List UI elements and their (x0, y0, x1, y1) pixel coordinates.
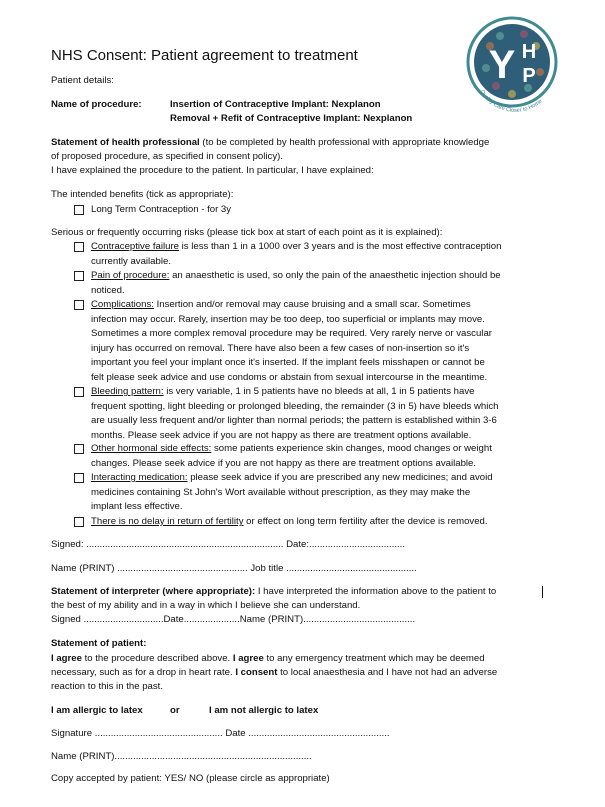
allergy-or: or (170, 705, 180, 716)
interpreter-heading: Statement of interpreter (where appropriate): (51, 586, 256, 597)
risk-text: some patients experience skin changes, mood changes or weight (211, 443, 492, 454)
patient-statement-line-2 (51, 666, 497, 681)
logo-letter-y: Y (488, 43, 516, 87)
risk-text: infection may occur. Rarely, insertion may be too deep, too superficial or implants may move. (91, 313, 485, 325)
benefit-checkbox[interactable] (74, 205, 84, 215)
risk-checkbox-contraceptive-failure[interactable] (74, 242, 84, 252)
patient-statement-heading: Statement of patient: (51, 638, 147, 649)
risk-checkbox-hormonal-side-effects[interactable] (74, 444, 84, 454)
risk-item-bleeding-pattern (91, 385, 551, 443)
risk-text: felt please seek advice and use condoms or abstain from sexual intercourse in the meantime. (91, 371, 488, 383)
health-professional-heading: Statement of health professional (51, 137, 200, 148)
risk-title: Pain of procedure: (91, 270, 170, 281)
yhp-logo (466, 16, 560, 116)
risk-item-interacting-medication (91, 471, 551, 515)
patient-agree-1: I agree (51, 653, 82, 664)
risk-item-hormonal-side-effects (91, 442, 551, 471)
hp-name-jobtitle-line[interactable]: Name (PRINT) ................................................. Job title ................................................. (51, 563, 417, 574)
patient-details-label: Patient details: (51, 75, 114, 86)
risk-text: medicines containing St John's Wort available without prescription, as they may make the (91, 486, 471, 498)
patient-text: necessary, such as for a drop in heart rate. (51, 667, 236, 678)
patient-signature-line[interactable]: Signature ................................................ Date ..................................................... (51, 728, 390, 739)
risk-title: Interacting medication: (91, 472, 188, 483)
not-allergic-option[interactable]: I am not allergic to latex (209, 705, 319, 716)
risk-text: is less than 1 in a 1000 over 3 years and is the most effective contraception (179, 241, 502, 252)
interpreter-signed-line[interactable]: Signed ..............................Date.....................Name (PRINT).......................................... (51, 614, 416, 625)
risk-checkbox-complications[interactable] (74, 300, 84, 310)
risk-item-contraceptive-failure (91, 240, 551, 269)
health-professional-line-2: of proposed procedure, as specified in consent policy). (51, 151, 283, 162)
risk-text: months. Please seek advice if you are not happy as there are treatment options available. (91, 429, 472, 441)
risk-text: important you feel your implant once it's inserted. If the implant feels misshapen or cannot be (91, 357, 485, 368)
risk-text: noticed. (91, 284, 125, 296)
procedure-line-2: Removal + Refit of Contraceptive Implant: Nexplanon (170, 113, 413, 124)
risks-heading: Serious or frequently occurring risks (please tick box at start of each point as it is explained): (51, 227, 443, 238)
patient-statement-line-3: reaction to this in the past. (51, 681, 163, 692)
patient-text: to any emergency treatment which may be deemed (263, 653, 485, 664)
risk-title: There is no delay in return of fertility (91, 516, 244, 527)
risk-item-fertility (91, 515, 551, 530)
logo-letter-p: P (522, 65, 536, 87)
health-professional-heading-rest: (to be completed by health professional with appropriate knowledge (199, 137, 490, 148)
patient-agree-2: I agree (232, 653, 264, 664)
risk-checkbox-bleeding-pattern[interactable] (74, 387, 84, 397)
benefit-item: Long Term Contraception - for 3y (91, 204, 232, 215)
risk-text: are usually less frequent and/or lighter than normal periods; the pattern is established within 3-6 (91, 415, 497, 426)
risk-text: is very variable, 1 in 5 patients have no bleeds at all, 1 in 5 patients have (163, 386, 475, 397)
health-professional-line-3: I have explained the procedure to the patient. In particular, I have explained: (51, 165, 374, 176)
text-cursor (542, 586, 543, 598)
risk-title: Other hormonal side effects: (91, 443, 212, 454)
risk-text: Insertion and/or removal may cause bruising and a small scar. Sometimes (153, 299, 471, 310)
hp-signed-line[interactable]: Signed: .......................................................................... Date:.................................... (51, 539, 405, 550)
interpreter-line-2: the best of my ability and in a way in which I believe she can understand. (51, 600, 361, 611)
logo-ring-text: Quality Care Closer to Home (478, 88, 544, 114)
risk-text: injury has occurred on removal. There have also been a few cases of non-insertion so it's (91, 342, 470, 354)
copy-accepted-line[interactable]: Copy accepted by patient: YES/ NO (please circle as appropriate) (51, 773, 330, 784)
benefits-heading: The intended benefits (tick as appropriate): (51, 189, 234, 200)
risk-item-complications (91, 298, 551, 385)
health-professional-line-1 (51, 136, 489, 151)
procedure-line-1: Insertion of Contraceptive Implant: Nexplanon (170, 99, 381, 110)
procedure-label: Name of procedure: (51, 99, 142, 110)
risk-text: please seek advice if you are prescribed any new medicines; and avoid (187, 472, 493, 483)
risk-item-pain-of-procedure (91, 269, 551, 298)
risk-title: Contraceptive failure (91, 241, 179, 252)
risk-checkbox-fertility[interactable] (74, 517, 84, 527)
risk-title: Bleeding pattern: (91, 386, 164, 397)
risk-text: implant less effective. (91, 501, 183, 512)
risk-text: changes. Please seek advice if you are not happy as there are treatment options available. (91, 457, 477, 469)
page-title: NHS Consent: Patient agreement to treatment (51, 47, 358, 64)
risk-text: or effect on long term fertility after the device is removed. (243, 516, 488, 527)
patient-statement-line-1 (51, 652, 485, 667)
patient-text: to local anaesthesia and I have not had an adverse (277, 667, 498, 678)
risk-text: frequent spotting, light bleeding or prolonged bleeding, the remainder (3 in 5) have bleeds which (91, 400, 499, 412)
risk-text: currently available. (91, 255, 171, 267)
patient-consent: I consent (235, 667, 278, 678)
patient-text: to the procedure described above. (81, 653, 233, 664)
risk-text: an anaesthetic is used, so only the pain of the anaesthetic injection should be (169, 270, 501, 281)
logo-letter-h: H (521, 41, 537, 63)
interpreter-text: I have interpreted the information above to the patient to (255, 586, 497, 597)
risk-checkbox-interacting-medication[interactable] (74, 473, 84, 483)
risk-title: Complications: (91, 299, 154, 310)
risk-checkbox-pain-of-procedure[interactable] (74, 271, 84, 281)
allergic-option[interactable]: I am allergic to latex (51, 705, 143, 716)
patient-name-line[interactable]: Name (PRINT).......................................................................... (51, 751, 312, 762)
risk-text: Sometimes a more complex removal procedure may be required. Very rarely nerve or vascular (91, 328, 492, 339)
interpreter-line-1 (51, 585, 496, 600)
